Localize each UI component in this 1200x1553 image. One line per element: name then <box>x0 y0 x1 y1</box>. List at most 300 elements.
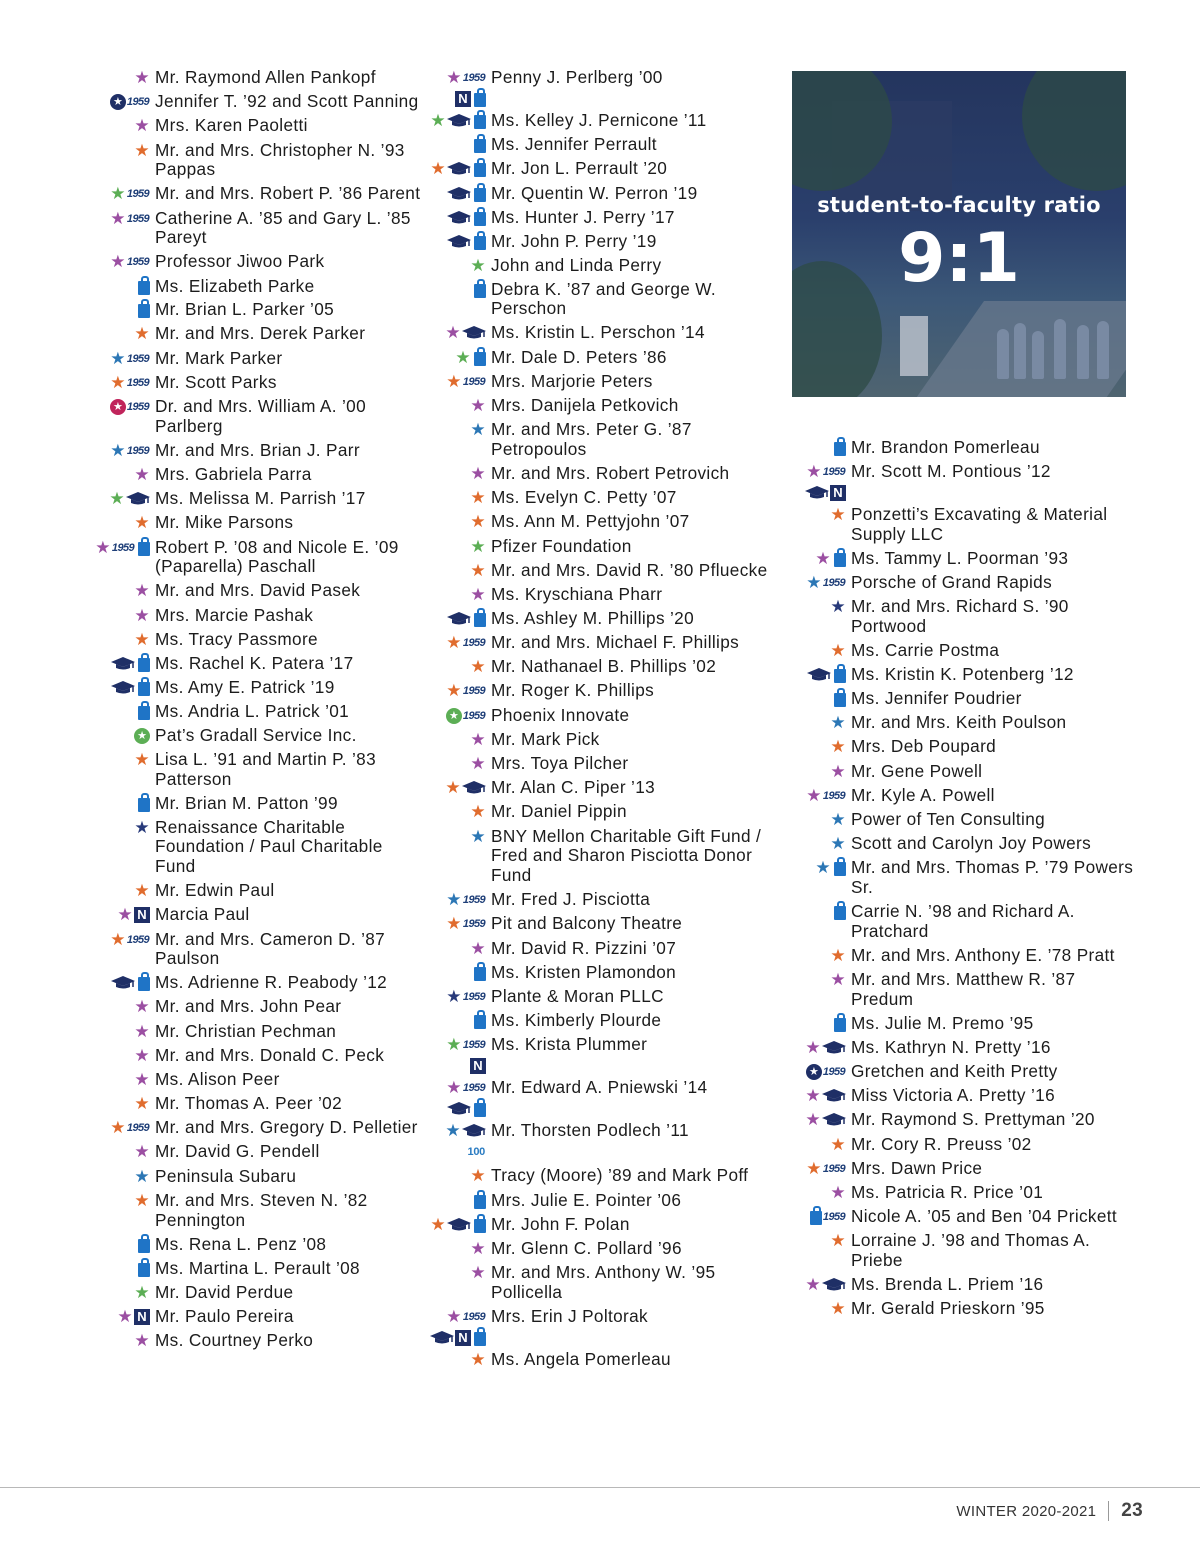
donor-entry <box>430 1166 775 1186</box>
donor-badges <box>790 462 851 501</box>
sign-post-shape <box>900 316 928 376</box>
donor-entry <box>430 348 775 368</box>
donor-badges <box>94 726 155 744</box>
donor-entry <box>94 1331 424 1351</box>
purple-star-icon: ★ <box>805 1275 821 1295</box>
donor-name: Mr. and Mrs. David Pasek <box>155 580 361 601</box>
donor-name: Ms. Elizabeth Parke <box>155 275 315 296</box>
donor-name: Mr. Quentin W. Perron ’19 <box>491 182 698 203</box>
orange-star-icon: ★ <box>470 657 486 677</box>
donor-entry <box>430 754 775 774</box>
blue-star-icon: ★ <box>830 810 846 830</box>
person-shape <box>997 329 1009 379</box>
donor-badges <box>430 890 491 910</box>
purple-star-icon: ★ <box>470 938 486 958</box>
donor-badges <box>430 585 491 605</box>
graduation-cap-icon <box>447 612 471 626</box>
green-star-icon: ★ <box>109 489 125 509</box>
donor-name: Mr. and Mrs. Donald C. Peck <box>155 1044 385 1065</box>
donor-entry <box>94 881 424 901</box>
donor-entry <box>430 184 775 204</box>
donor-name: Plante & Moran PLLC <box>491 985 664 1006</box>
donor-badges <box>94 277 155 295</box>
purple-star-icon: ★ <box>805 1086 821 1106</box>
donor-entry <box>430 657 775 677</box>
donor-entry <box>94 1191 424 1231</box>
donor-name: John and Linda Perry <box>491 254 662 275</box>
donor-name: Ms. Ashley M. Phillips ’20 <box>491 608 695 629</box>
stat-caption-title: student-to-faculty ratio <box>817 193 1101 217</box>
green-star-icon: ★ <box>470 255 486 275</box>
shopping-bag-icon <box>474 188 486 202</box>
graduation-cap-icon <box>111 657 135 671</box>
donor-badges <box>94 1118 155 1138</box>
green-star-icon: ★ <box>430 111 446 131</box>
donor-badges <box>94 997 155 1017</box>
donor-entry <box>430 585 775 605</box>
donor-entry <box>790 834 1140 854</box>
donor-name: Professor Jiwoo Park <box>155 251 325 272</box>
donor-entry <box>790 762 1140 782</box>
donor-badges <box>790 689 851 707</box>
person-shape <box>1032 331 1044 379</box>
purple-star-icon: ★ <box>134 1330 150 1350</box>
donor-entry <box>430 1011 775 1031</box>
donor-badges <box>790 1135 851 1155</box>
donor-badges <box>790 1062 851 1082</box>
purple-star-icon: ★ <box>95 537 111 557</box>
donor-badges <box>430 914 491 934</box>
donor-name: Mr. and Mrs. Robert P. ’86 Parent <box>155 183 421 204</box>
graduation-cap-icon <box>805 486 829 500</box>
donor-entry <box>430 488 775 508</box>
green-circle-star-icon: ★ <box>134 728 150 744</box>
person-shape <box>1014 323 1026 379</box>
donor-badges <box>790 762 851 782</box>
shopping-bag-icon <box>138 1239 150 1253</box>
donor-name: Mr. Alan C. Piper ’13 <box>491 777 656 798</box>
donor-entry <box>94 997 424 1017</box>
blue-star-icon: ★ <box>815 858 831 878</box>
donor-name: Ms. Tammy L. Poorman ’93 <box>851 547 1069 568</box>
donor-badges <box>790 713 851 733</box>
1959-society-icon: 1959 <box>126 256 149 269</box>
shopping-bag-icon <box>474 212 486 226</box>
purple-star-icon: ★ <box>446 68 462 87</box>
donor-badges <box>94 750 155 770</box>
donor-entry <box>790 689 1140 709</box>
donor-entry <box>94 489 424 509</box>
purple-star-icon: ★ <box>134 465 150 484</box>
donor-badges <box>790 1299 851 1319</box>
1959-society-icon: 1959 <box>462 1038 485 1051</box>
donor-name: Porsche of Grand Rapids <box>851 572 1053 593</box>
donor-entry <box>94 68 424 88</box>
donor-name: Penny J. Perlberg ’00 <box>491 67 663 87</box>
page-footer <box>956 1500 1143 1522</box>
green-star-icon: ★ <box>134 1282 150 1302</box>
navy-star-icon: ★ <box>830 597 846 617</box>
donor-entry <box>790 737 1140 757</box>
donor-entry <box>430 706 775 726</box>
donor-name: Pat’s Gradall Service Inc. <box>155 724 357 745</box>
orange-star-icon: ★ <box>134 1094 150 1114</box>
donor-badges <box>430 184 491 202</box>
donor-badges <box>94 68 155 88</box>
donor-name: Ms. Evelyn C. Petty ’07 <box>491 487 677 508</box>
donor-entry <box>430 633 775 653</box>
donor-name: Mrs. Toya Pilcher <box>491 753 629 774</box>
donor-entry <box>94 1259 424 1279</box>
donor-badges <box>94 465 155 485</box>
donor-badges <box>790 834 851 854</box>
donor-name: Phoenix Innovate <box>491 704 630 725</box>
1959-society-icon: 1959 <box>126 401 149 414</box>
donor-name: Tracy (Moore) ’89 and Mark Poff <box>491 1165 749 1186</box>
donor-entry <box>790 1183 1140 1203</box>
donor-name: Mr. Gerald Prieskorn ’95 <box>851 1298 1045 1319</box>
purple-star-icon: ★ <box>830 1183 846 1203</box>
donor-badges <box>94 630 155 650</box>
orange-star-icon: ★ <box>110 929 126 949</box>
donor-entry <box>430 681 775 701</box>
donor-entry <box>430 827 775 886</box>
donor-name: Mrs. Marcie Pashak <box>155 604 314 625</box>
donor-entry <box>790 858 1140 898</box>
shopping-bag-icon <box>474 163 486 177</box>
donor-name: Ms. Hunter J. Perry ’17 <box>491 206 675 227</box>
donor-entry <box>790 1038 1140 1058</box>
donor-badges <box>430 730 491 750</box>
donor-entry <box>790 786 1140 806</box>
donor-entry <box>430 1307 775 1346</box>
donor-badges <box>94 905 155 925</box>
blue-star-icon: ★ <box>830 834 846 854</box>
donor-badges <box>790 1038 851 1058</box>
donor-entry <box>790 462 1140 501</box>
donor-badges <box>94 1191 155 1211</box>
orange-star-icon: ★ <box>430 1214 446 1234</box>
donor-name: Mr. Brian M. Patton ’99 <box>155 792 338 813</box>
donor-entry <box>430 280 775 320</box>
donor-entry <box>430 963 775 983</box>
donor-name: Power of Ten Consulting <box>851 809 1046 830</box>
donor-name: Ms. Ann M. Pettyjohn ’07 <box>491 511 690 532</box>
1959-society-icon: 1959 <box>822 1162 845 1175</box>
orange-star-icon: ★ <box>470 802 486 822</box>
donor-name: Ms. Carrie Postma <box>851 640 1000 661</box>
orange-star-icon: ★ <box>446 681 462 701</box>
graduation-cap-icon <box>111 681 135 695</box>
donor-name: Mr. and Mrs. David R. ’80 Pfluecke <box>491 559 768 580</box>
donor-name: Mr. and Mrs. Christopher N. ’93 Pappas <box>155 139 405 180</box>
1959-society-icon: 1959 <box>462 1082 485 1095</box>
donor-entry <box>790 946 1140 966</box>
purple-star-icon: ★ <box>470 754 486 774</box>
donor-name: Ms. Jennifer Perrault <box>491 134 657 155</box>
orange-star-icon: ★ <box>446 371 462 391</box>
donor-badges <box>94 654 155 672</box>
donor-name: Mr. Thomas A. Peer ’02 <box>155 1093 342 1114</box>
donor-badges <box>430 372 491 392</box>
donor-name: Ms. Angela Pomerleau <box>491 1348 671 1369</box>
graduation-cap-icon <box>447 211 471 225</box>
shopping-bag-icon <box>138 281 150 295</box>
shopping-bag-icon <box>474 284 486 298</box>
graduation-cap-icon <box>462 781 486 795</box>
donor-entry <box>430 802 775 822</box>
donor-name: Scott and Carolyn Joy Powers <box>851 833 1092 854</box>
1959-society-icon: 1959 <box>822 789 845 802</box>
purple-star-icon: ★ <box>110 208 126 228</box>
stat-caption-value: 9:1 <box>898 219 1020 298</box>
1959-society-icon: 1959 <box>822 1211 845 1224</box>
donor-name: Mr. John F. Polan <box>491 1213 630 1234</box>
donor-badges <box>430 1121 491 1162</box>
orange-star-icon: ★ <box>134 881 150 901</box>
donor-badges <box>430 396 491 416</box>
donor-entry <box>94 630 424 650</box>
shopping-bag-icon <box>834 1018 846 1032</box>
donor-name: Mr. Jon L. Perrault ’20 <box>491 158 668 179</box>
shopping-bag-icon <box>834 906 846 920</box>
donor-name: Mr. and Mrs. Keith Poulson <box>851 712 1067 733</box>
purple-star-icon: ★ <box>134 1021 150 1041</box>
donor-entry <box>94 1070 424 1090</box>
donor-badges <box>94 1070 155 1090</box>
donor-badges <box>94 489 155 509</box>
donor-name: Ms. Adrienne R. Peabody ’12 <box>155 972 388 993</box>
shopping-bag-icon <box>138 658 150 672</box>
purple-star-icon: ★ <box>470 729 486 749</box>
1959-society-icon: 1959 <box>462 918 485 931</box>
shopping-bag-icon <box>474 352 486 366</box>
issue-label: WINTER 2020-2021 <box>956 1502 1097 1520</box>
donor-badges <box>430 1215 491 1235</box>
donor-badges <box>430 706 491 726</box>
1959-society-icon: 1959 <box>462 990 485 1003</box>
donor-badges <box>790 858 851 878</box>
donor-name: BNY Mellon Charitable Gift Fund / Fred and Sharon Pisciotta Donor Fund <box>491 825 762 886</box>
donor-entry <box>430 1239 775 1259</box>
donor-entry <box>94 678 424 698</box>
green-star-icon: ★ <box>470 536 486 556</box>
donor-badges <box>790 573 851 593</box>
donor-name: Mr. David R. Pizzini ’07 <box>491 937 677 958</box>
person-shape <box>1054 319 1066 379</box>
purple-star-icon: ★ <box>830 761 846 781</box>
donor-entry <box>94 1283 424 1303</box>
donor-entry <box>790 665 1140 685</box>
donor-entry <box>430 914 775 934</box>
donor-name: Ms. Kathryn N. Pretty ’16 <box>851 1036 1051 1057</box>
donor-badges <box>94 794 155 812</box>
donor-name: Debra K. ’87 and George W. Perschon <box>491 278 717 319</box>
donor-name: Mr. David Perdue <box>155 1281 294 1302</box>
donor-name: Ms. Andria L. Patrick ’01 <box>155 700 350 721</box>
purple-star-icon: ★ <box>134 116 150 136</box>
donor-entry <box>94 397 424 437</box>
purple-star-icon: ★ <box>134 997 150 1017</box>
donor-badges <box>94 702 155 720</box>
donor-entry <box>430 939 775 959</box>
donor-name: Mr. Fred J. Pisciotta <box>491 889 651 910</box>
donor-badges <box>94 930 155 950</box>
donor-badges <box>790 1086 851 1106</box>
donor-entry <box>94 116 424 136</box>
donor-name: Mr. Nathanael B. Phillips ’02 <box>491 656 717 677</box>
donor-entry <box>430 232 775 252</box>
donor-name: Renaissance Charitable Foundation / Paul Charitable Fund <box>155 816 383 877</box>
orange-star-icon: ★ <box>110 372 126 392</box>
orange-star-icon: ★ <box>134 324 150 344</box>
donor-entry <box>790 1275 1140 1295</box>
donor-entry <box>790 1110 1140 1130</box>
navy-star-icon: ★ <box>134 817 150 837</box>
donor-name: Mr. and Mrs. Matthew R. ’87 Predum <box>851 969 1076 1009</box>
n-logo-icon: N <box>830 485 846 501</box>
donor-entry <box>430 1078 775 1117</box>
shopping-bag-icon <box>474 115 486 129</box>
donor-badges <box>430 280 491 298</box>
donor-name: Mr. Mark Parker <box>155 347 283 368</box>
graduation-cap-icon <box>822 1278 846 1292</box>
person-shape <box>1097 321 1109 379</box>
donor-entry <box>790 1231 1140 1271</box>
donor-entry <box>790 810 1140 830</box>
donor-entry <box>94 930 424 970</box>
shopping-bag-icon <box>834 862 846 876</box>
donor-entry <box>430 561 775 581</box>
donor-name: Mr. Daniel Pippin <box>491 801 627 822</box>
shopping-bag-icon <box>474 1195 486 1209</box>
donor-name: Ms. Kimberly Plourde <box>491 1009 662 1030</box>
donor-name: Ms. Kristen Plamondon <box>491 961 677 982</box>
donor-badges <box>430 987 491 1007</box>
donor-badges <box>94 116 155 136</box>
donor-badges <box>790 737 851 757</box>
shopping-bag-icon <box>474 139 486 153</box>
graduation-cap-icon <box>126 492 150 506</box>
shopping-bag-icon <box>474 1219 486 1233</box>
donor-entry <box>430 1350 775 1370</box>
green-star-icon: ★ <box>446 1034 462 1054</box>
orange-star-icon: ★ <box>830 737 846 757</box>
blue-star-icon: ★ <box>110 440 126 460</box>
donor-entry <box>94 184 424 204</box>
donor-entry <box>430 537 775 557</box>
donor-name: Mr. Scott M. Pontious ’12 <box>851 460 1051 481</box>
donor-badges <box>430 232 491 250</box>
donor-entry <box>94 373 424 393</box>
donor-entry <box>94 1118 424 1138</box>
graduation-cap-icon <box>462 326 486 340</box>
donor-badges <box>430 420 491 440</box>
donor-badges <box>430 1350 491 1370</box>
donor-entry <box>94 1167 424 1187</box>
shopping-bag-icon <box>474 1103 486 1117</box>
donor-name: Peninsula Subaru <box>155 1165 297 1186</box>
graduation-cap-icon <box>447 1102 471 1116</box>
donor-entry <box>94 973 424 993</box>
orange-star-icon: ★ <box>830 505 846 525</box>
donor-badges <box>790 970 851 990</box>
donor-name: Mr. Edwin Paul <box>155 880 275 901</box>
donor-entry <box>94 513 424 533</box>
donor-entry <box>790 902 1140 942</box>
donor-badges <box>790 505 851 525</box>
donor-name: Nicole A. ’05 and Ben ’04 Prickett <box>851 1206 1118 1227</box>
n-logo-icon: N <box>455 1330 471 1346</box>
graduation-cap-icon <box>111 976 135 990</box>
donor-badges <box>94 606 155 626</box>
donor-badges <box>94 513 155 533</box>
graduation-cap-icon <box>430 1331 454 1345</box>
shopping-bag-icon <box>138 1263 150 1277</box>
donor-badges <box>430 1191 491 1209</box>
shopping-bag-icon <box>834 669 846 683</box>
donor-entry <box>790 573 1140 593</box>
donor-badges <box>790 1275 851 1295</box>
donor-name: Mr. John P. Perry ’19 <box>491 230 657 251</box>
navy-circle-star-icon: ★ <box>110 94 126 110</box>
donor-name: Mrs. Karen Paoletti <box>155 115 308 136</box>
donor-name: Ms. Kristin L. Perschon ’14 <box>491 322 705 343</box>
donor-badges <box>430 754 491 774</box>
donor-name: Mrs. Deb Poupard <box>851 736 997 757</box>
1959-society-icon: 1959 <box>462 375 485 388</box>
orange-star-icon: ★ <box>446 633 462 653</box>
donor-badges <box>94 1283 155 1303</box>
donor-name: Ms. Julie M. Premo ’95 <box>851 1012 1034 1033</box>
graduation-cap-icon <box>462 1124 486 1138</box>
blue-star-icon: ★ <box>470 826 486 846</box>
1959-society-icon: 1959 <box>462 709 485 722</box>
donor-entry <box>430 420 775 460</box>
donor-badges <box>430 633 491 653</box>
donor-badges <box>94 1235 155 1253</box>
donor-name: Mr. Roger K. Phillips <box>491 680 655 701</box>
page-number: 23 <box>1121 1500 1143 1521</box>
shopping-bag-icon <box>138 706 150 720</box>
donor-badges <box>430 488 491 508</box>
donor-name: Mr. and Mrs. Anthony W. ’95 Pollicella <box>491 1262 716 1302</box>
donor-entry <box>94 465 424 485</box>
donor-badges <box>94 973 155 991</box>
orange-star-icon: ★ <box>830 641 846 661</box>
donor-badges <box>790 786 851 806</box>
donor-badges <box>430 135 491 153</box>
donor-entry <box>94 1307 424 1327</box>
1959-society-icon: 1959 <box>126 352 149 365</box>
donor-entry <box>790 1207 1140 1227</box>
donor-entry <box>430 396 775 416</box>
donor-entry <box>790 549 1140 569</box>
donor-badges <box>790 946 851 966</box>
donor-name: Mr. Scott Parks <box>155 371 277 392</box>
shopping-bag-icon <box>474 93 486 107</box>
donor-entry <box>790 1086 1140 1106</box>
donor-name: Ms. Krista Plummer <box>491 1033 648 1054</box>
n-logo-icon: N <box>134 1309 150 1325</box>
donor-badges <box>94 538 155 558</box>
donor-name: Mr. Raymond Allen Pankopf <box>155 67 376 87</box>
donor-badges <box>94 92 155 112</box>
1959-society-icon: 1959 <box>126 933 149 946</box>
1959-society-icon: 1959 <box>462 685 485 698</box>
donor-entry <box>94 1235 424 1255</box>
donor-entry <box>94 654 424 674</box>
